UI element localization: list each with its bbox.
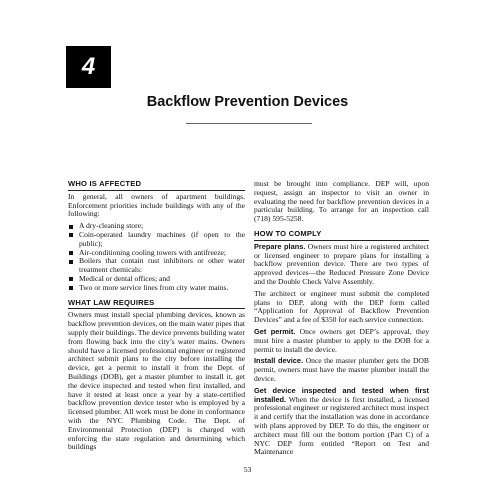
step-label: Prepare plans. [254,241,306,251]
who-affected-list [68,222,245,292]
title-divider [186,123,312,124]
comply-heading: HOW TO COMPLY [254,230,429,241]
step-prepare-plans [254,243,429,287]
step-label: Get device inspected and tested when first installed. [254,385,429,404]
step-text: When the device is first installed, a licensed professional engineer or registered architect must inspect it and certify that the installation was done in accordance with plans approved by DEP. To do this, the engineer or architect must fill out the bottom portion (Part C) of a NYC DEP form entitled “Report on Test and Maintenance [254,394,429,457]
who-affected-heading: WHO IS AFFECTED [68,180,245,191]
law-body: Owners must install special plumbing devices, known as backflow prevention devices, on the main water pipes that supply their buildings. The device prevents building water from flowing back into the city’s water mains. Owners should have a licensed professional engineer or registered architect submit plans to the city before installing the device, get a permit to install it from the Dept. of Buildings (DOB), get a master plumber to install it, get the device inspected and tested when first installed, and have it tested at least once a year by a state-certified backflow prevention device tester who is employed by a licensed plumber. All work must be done in conformance with the NYC Plumbing Code. The Dept. of Environmental Protection (DEP) is charged with enforcing the state regulation and determining which buildings [68,310,246,452]
step-install-device [254,357,429,383]
step-text: Once the master plumber gets the DOB permit, owners must have the master plumber install the device. [254,356,429,383]
list-item: Two or more service lines from city water mains. [68,284,245,293]
step-get-permit [254,328,429,354]
list-item: Air-conditioning cooling towers with antifreeze; [68,249,245,258]
step-label: Install device. [254,356,304,366]
list-item: Medical or dental offices; and [68,275,245,284]
step-text: Owners must hire a registered architect or licensed engineer to prepare plans for installing a backflow prevention device. There are two types of approved devices—the Reduced Pressure Zone Device and the Double Check Valve Assembly. [254,241,430,286]
list-item: Coin-operated laundry machines (if open to the public); [68,231,245,249]
page-number: 53 [243,465,252,474]
law-heading: WHAT LAW REQUIRES [68,299,245,310]
left-column [68,180,245,455]
step-inspect-test [254,387,429,457]
page-title: Backflow Prevention Devices [146,94,349,110]
step-label: Get permit. [254,326,296,336]
right-column [254,180,429,460]
list-item: A dry-cleaning store; [68,222,245,231]
compliance-continued: must be brought into compliance. DEP will, upon request, assign an inspector to visit an owner in evaluating the need for backflow prevention devices in a particular building. To arrange for an inspection call (718) 595-5258. [254,179,429,224]
chapter-number: 4 [81,53,96,80]
chapter-number-badge [66,46,111,88]
who-affected-intro: In general, all owners of apartment buildings. Enforcement priorities include buildings with any of the following: [68,191,245,219]
list-item: Boilers that contain rust inhibitors or other water treatment chemicals: [68,257,245,275]
step-text: Once owners get DEP’s approval, they must hire a master plumber to apply to the DOB for a permit to install the device. [254,326,429,354]
step-text: The architect or engineer must submit the completed plans to DEP, along with the DEP form called “Application for Approval of Backflow Prevention Devices” and a fee of $350 for each service connection. [254,288,429,325]
step-submit-plans [254,290,429,325]
